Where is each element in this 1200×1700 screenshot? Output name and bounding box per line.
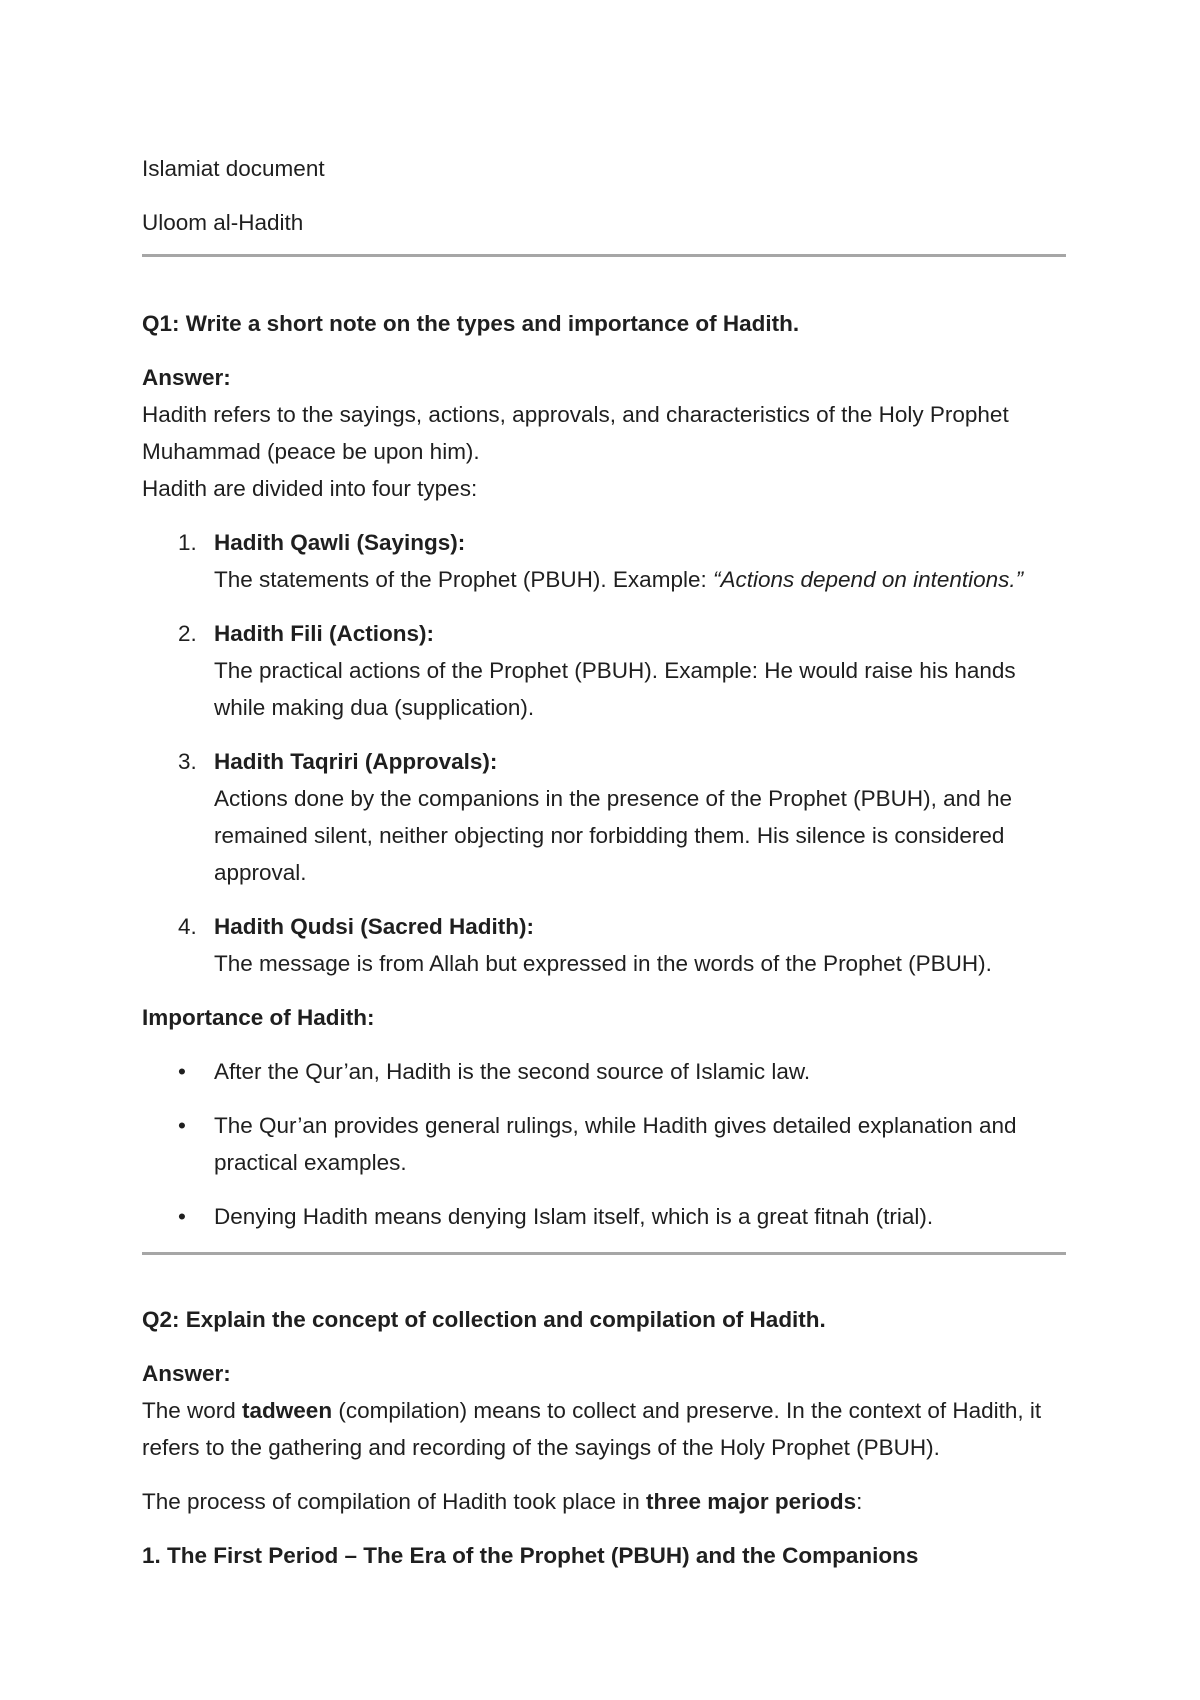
bullet-icon: •	[178, 1204, 186, 1229]
list-item	[142, 524, 1066, 598]
paragraph-text: The word	[142, 1398, 243, 1423]
list-number: 2.	[178, 621, 197, 646]
list-item	[142, 908, 1066, 982]
term-tadween: tadween	[242, 1398, 333, 1423]
document-title: Islamiat document	[142, 156, 325, 181]
paragraph-text: The process of compilation of Hadith took place in	[142, 1489, 647, 1514]
importance-heading: Importance of Hadith:	[142, 1005, 375, 1030]
type-example: “Actions depend on intentions.”	[712, 567, 1024, 592]
answer-label: Answer:	[142, 365, 231, 390]
question-2: Q2: Explain the concept of collection and compilation of Hadith.	[142, 1307, 826, 1332]
type-description: Actions done by the companions in the presence of the Prophet (PBUH), and he remained silent, neither objecting nor forbidding them. His silence is considered approval.	[214, 786, 1012, 885]
term-three-periods: three major periods	[646, 1489, 857, 1514]
importance-point: After the Qur’an, Hadith is the second source of Islamic law.	[214, 1059, 811, 1084]
bullet-icon: •	[178, 1113, 186, 1138]
type-description: The message is from Allah but expressed in the words of the Prophet (PBUH).	[214, 951, 992, 976]
importance-point: The Qur’an provides general rulings, while Hadith gives detailed explanation and practical examples.	[214, 1113, 1017, 1175]
list-item	[142, 615, 1066, 726]
type-title: Hadith Qawli (Sayings):	[214, 530, 466, 555]
list-item	[142, 1198, 1066, 1235]
answer-intro-types: Hadith are divided into four types:	[142, 476, 478, 501]
type-text: The statements of the Prophet (PBUH). Example:	[214, 567, 713, 592]
type-title: Hadith Fili (Actions):	[214, 621, 434, 646]
importance-list	[142, 1053, 1066, 1235]
period-1-heading: 1. The First Period – The Era of the Prophet (PBUH) and the Companions	[142, 1543, 919, 1568]
type-description: The practical actions of the Prophet (PBUH). Example: He would raise his hands while making dua (supplication).	[214, 658, 1016, 720]
list-item	[142, 1107, 1066, 1181]
horizontal-rule	[142, 1252, 1066, 1255]
hadith-types-list	[142, 524, 1066, 982]
type-title: Hadith Taqriri (Approvals):	[214, 749, 498, 774]
tadween-paragraph	[142, 1392, 1066, 1466]
horizontal-rule	[142, 254, 1066, 257]
type-description	[214, 561, 1066, 598]
document-page	[142, 150, 1066, 1574]
list-number: 4.	[178, 914, 197, 939]
document-subtitle: Uloom al-Hadith	[142, 210, 304, 235]
list-item	[142, 1053, 1066, 1090]
list-item	[142, 743, 1066, 891]
question-1: Q1: Write a short note on the types and importance of Hadith.	[142, 311, 800, 336]
answer-intro: Hadith refers to the sayings, actions, approvals, and characteristics of the Holy Prophet Muhammad (peace be upon him).	[142, 402, 1009, 464]
bullet-icon: •	[178, 1059, 186, 1084]
paragraph-text: (compilation) means to collect and preserve. In the context of Hadith, it refers to the gathering and recording of the sayings of the Holy Prophet (PBUH).	[142, 1398, 1042, 1460]
paragraph-text: :	[856, 1489, 863, 1514]
periods-paragraph	[142, 1483, 1066, 1520]
list-number: 1.	[178, 530, 197, 555]
type-title: Hadith Qudsi (Sacred Hadith):	[214, 914, 535, 939]
importance-point: Denying Hadith means denying Islam itself, which is a great fitnah (trial).	[214, 1204, 934, 1229]
list-number: 3.	[178, 749, 197, 774]
answer-label: Answer:	[142, 1361, 231, 1386]
